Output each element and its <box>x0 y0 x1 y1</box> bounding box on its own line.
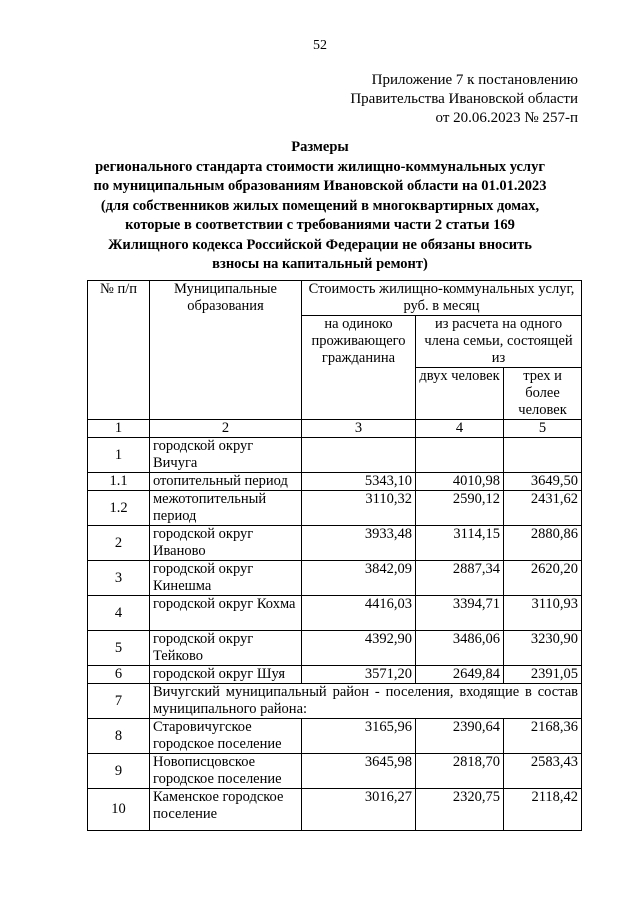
title-line: (для собственников жилых помещений в многоквартирных домах, <box>100 197 540 214</box>
municipality-name: Старовичугское городское поселение <box>150 719 302 754</box>
cost-single <box>302 438 416 473</box>
column-number: 1 <box>88 420 150 438</box>
cost-two: 2818,70 <box>416 754 504 789</box>
municipality-name: городской округ Кохма <box>150 596 302 631</box>
row-number: 5 <box>88 631 150 666</box>
municipality-name: отопительный период <box>150 473 302 491</box>
table-row <box>88 438 582 473</box>
table-row <box>88 719 582 754</box>
cost-three: 2620,20 <box>504 561 582 596</box>
title-line: по муниципальным образованиям Ивановской области на 01.01.2023 <box>93 178 547 194</box>
cost-single: 5343,10 <box>302 473 416 491</box>
annex-line: Правительства Ивановской области <box>350 91 578 107</box>
column-number: 4 <box>416 420 504 438</box>
cost-three: 2880,86 <box>504 526 582 561</box>
cost-table <box>87 280 582 831</box>
cost-single: 3842,09 <box>302 561 416 596</box>
title-line: Размеры <box>291 139 349 155</box>
row-number: 7 <box>88 684 150 719</box>
header-two: двух человек <box>416 368 504 420</box>
cost-three <box>504 438 582 473</box>
row-number: 1.1 <box>88 473 150 491</box>
cost-two: 2320,75 <box>416 789 504 831</box>
header-per-member: из расчета на одного члена семьи, состоящей из <box>416 316 582 368</box>
table-row <box>88 473 582 491</box>
row-number: 1 <box>88 438 150 473</box>
header-cost: Стоимость жилищно-коммунальных услуг, руб. в месяц <box>302 281 582 316</box>
header-num: № п/п <box>88 281 150 420</box>
row-number: 8 <box>88 719 150 754</box>
header-single: на одиноко проживающего гражданина <box>302 316 416 420</box>
row-number: 3 <box>88 561 150 596</box>
title-line: регионального стандарта стоимости жилищно-коммунальных услуг <box>95 158 545 175</box>
table-row <box>88 491 582 526</box>
cost-three: 2431,62 <box>504 491 582 526</box>
municipality-name: Каменское городское поселение <box>150 789 302 831</box>
column-number: 2 <box>150 420 302 438</box>
row-number: 9 <box>88 754 150 789</box>
annex-line: Приложение 7 к постановлению <box>371 72 578 88</box>
table-row <box>88 754 582 789</box>
header-municipality: Муниципальные образования <box>150 281 302 420</box>
municipality-name: городской округ Кинешма <box>150 561 302 596</box>
cost-two: 2590,12 <box>416 491 504 526</box>
row-number: 10 <box>88 789 150 831</box>
cost-single: 4392,90 <box>302 631 416 666</box>
cost-two: 3486,06 <box>416 631 504 666</box>
header-three-plus: трех и более человек <box>504 368 582 420</box>
municipality-name: межотопительный период <box>150 491 302 526</box>
cost-three: 2168,36 <box>504 719 582 754</box>
cost-single: 4416,03 <box>302 596 416 631</box>
row-number: 4 <box>88 596 150 631</box>
column-number: 5 <box>504 420 582 438</box>
cost-single: 3110,32 <box>302 491 416 526</box>
table-row <box>88 684 582 719</box>
row-number: 6 <box>88 666 150 684</box>
cost-two <box>416 438 504 473</box>
municipality-name: Новописцовское городское поселение <box>150 754 302 789</box>
cost-three: 2391,05 <box>504 666 582 684</box>
cost-three: 3110,93 <box>504 596 582 631</box>
title-line: Жилищного кодекса Российской Федерации не обязаны вносить <box>108 236 532 253</box>
table-row <box>88 526 582 561</box>
table-row <box>88 666 582 684</box>
cost-two: 2390,64 <box>416 719 504 754</box>
cost-three: 2583,43 <box>504 754 582 789</box>
cost-single: 3645,98 <box>302 754 416 789</box>
table-row <box>88 596 582 631</box>
cost-three: 3649,50 <box>504 473 582 491</box>
section-heading: Вичугский муниципальный район - поселения, входящие в состав муниципального района: <box>150 684 582 719</box>
table-row <box>88 561 582 596</box>
municipality-name: городской округ Тейково <box>150 631 302 666</box>
cost-three: 2118,42 <box>504 789 582 831</box>
municipality-name: городской округ Вичуга <box>150 438 302 473</box>
cost-three: 3230,90 <box>504 631 582 666</box>
table-row <box>88 631 582 666</box>
page-number: 52 <box>313 38 327 53</box>
table-row <box>88 789 582 831</box>
municipality-name: городской округ Иваново <box>150 526 302 561</box>
cost-single: 3165,96 <box>302 719 416 754</box>
annex-reference <box>350 71 578 128</box>
cost-single: 3571,20 <box>302 666 416 684</box>
column-numbers-row <box>88 420 582 438</box>
municipality-name: городской округ Шуя <box>150 666 302 684</box>
cost-two: 3394,71 <box>416 596 504 631</box>
cost-single: 3016,27 <box>302 789 416 831</box>
cost-single: 3933,48 <box>302 526 416 561</box>
title-line: взносы на капитальный ремонт) <box>212 256 428 272</box>
row-number: 2 <box>88 526 150 561</box>
document-title <box>60 138 580 275</box>
cost-two: 2887,34 <box>416 561 504 596</box>
row-number: 1.2 <box>88 491 150 526</box>
cost-two: 3114,15 <box>416 526 504 561</box>
column-number: 3 <box>302 420 416 438</box>
cost-two: 2649,84 <box>416 666 504 684</box>
cost-two: 4010,98 <box>416 473 504 491</box>
title-line: которые в соответствии с требованиями части 2 статьи 169 <box>125 217 515 233</box>
annex-line: от 20.06.2023 № 257-п <box>435 110 578 126</box>
